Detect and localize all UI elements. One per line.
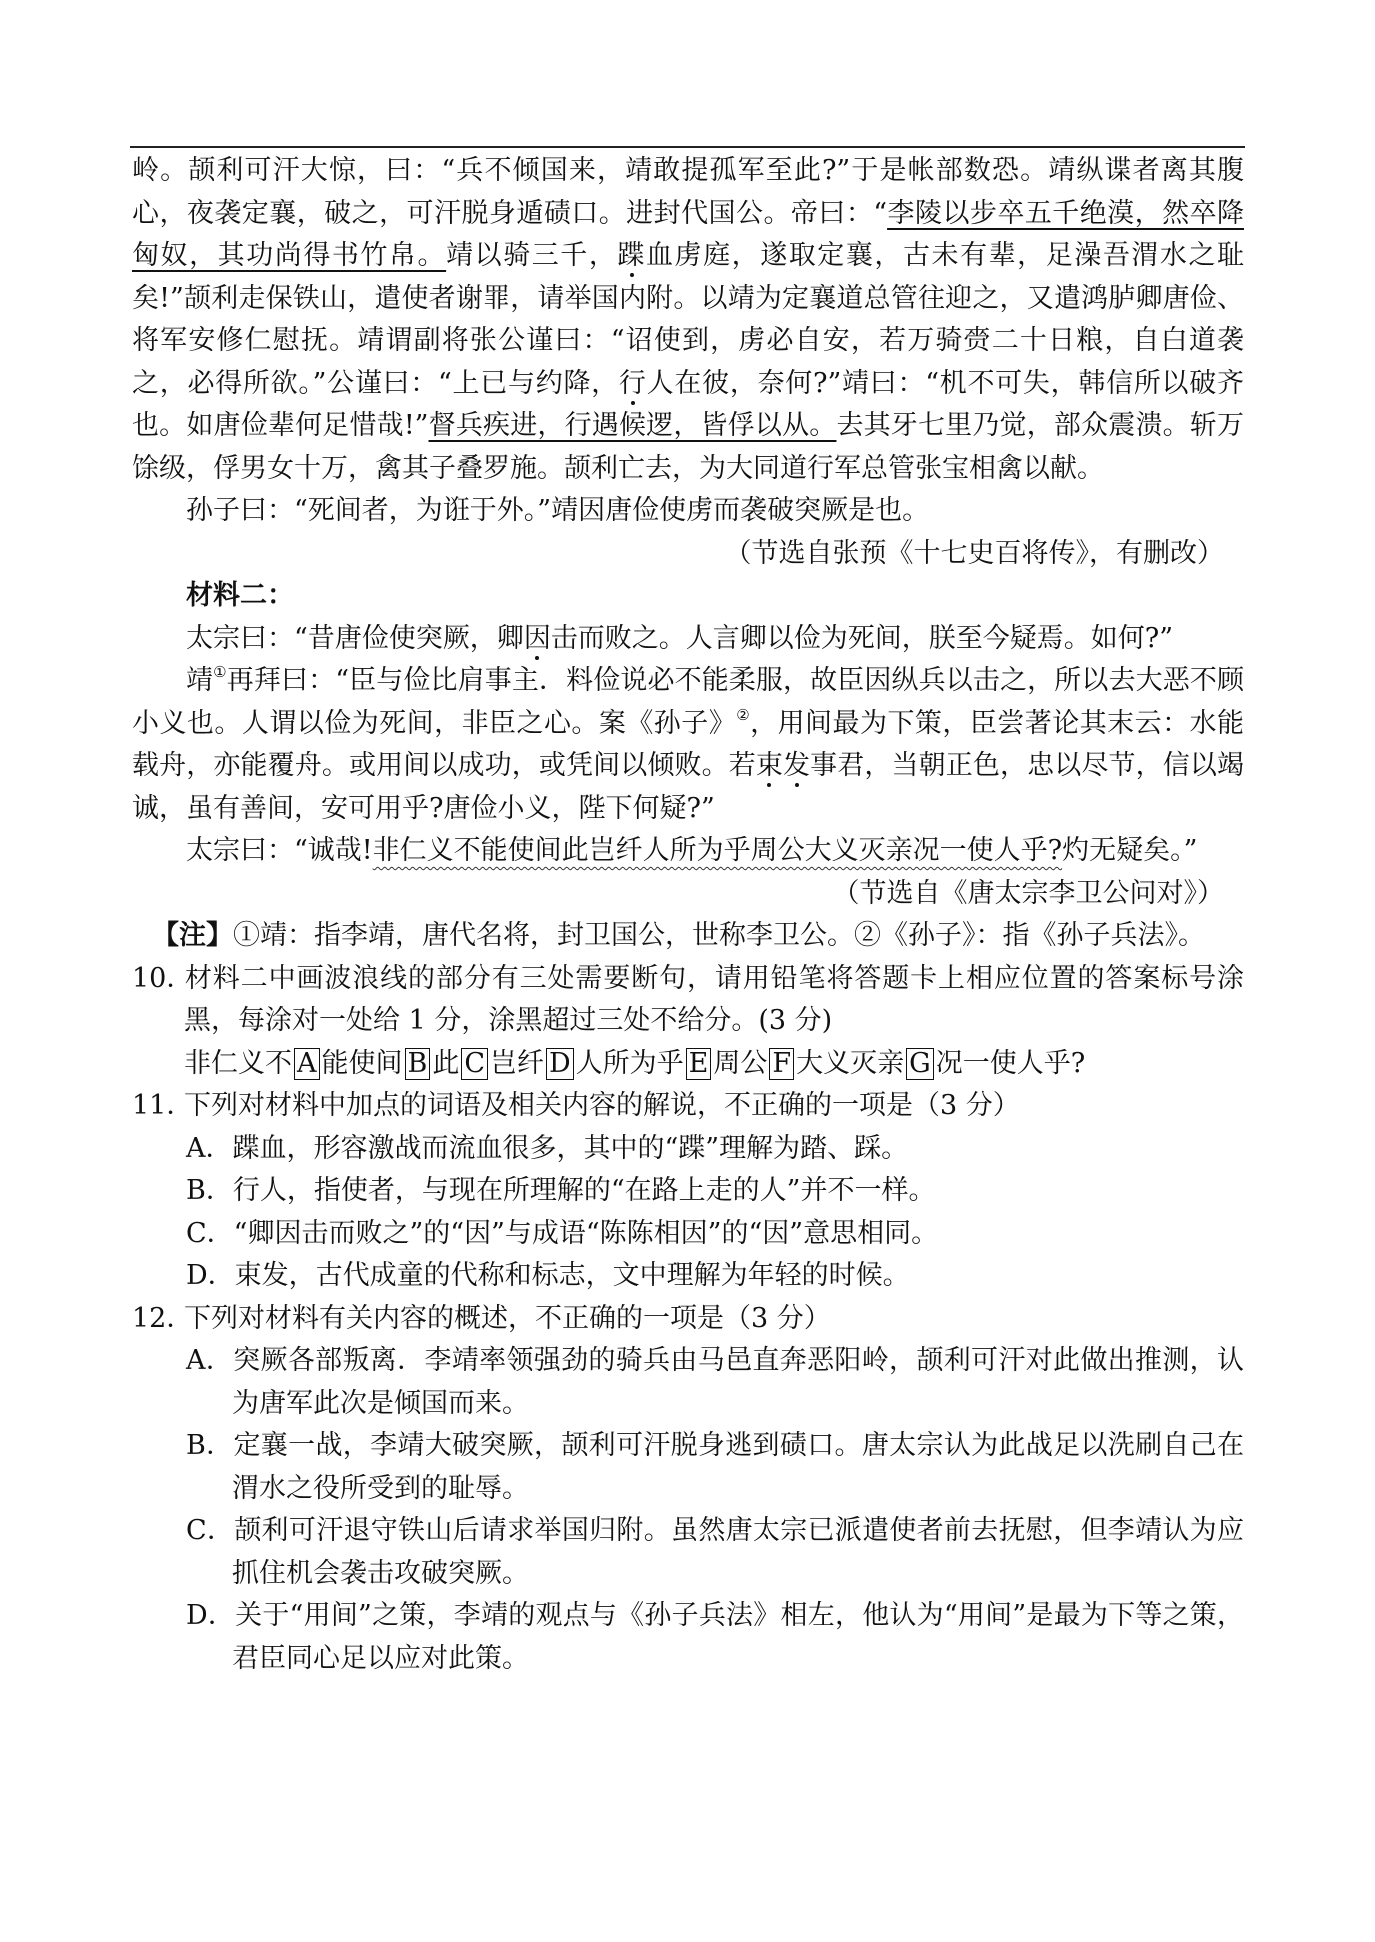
question-text: 材料二中画波浪线的部分有三处需要断句，请用铅笔将答题卡上相应位置的答案标号涂黑，每涂对一处给 1 分，涂黑超过三处不给分。(3 分)	[184, 962, 1244, 1036]
dotted-character: 蹀	[617, 240, 646, 271]
passage-segment: 此	[432, 1047, 460, 1079]
passage-segment: 况一使人乎?	[935, 1047, 1086, 1079]
break-mark-g[interactable]: G	[906, 1048, 934, 1080]
text-run: 事君，当朝正色，忠以尽节，信以竭诚，虽有善间，安可用乎?唐俭小义，陛下何疑?”	[132, 750, 1244, 824]
footnote-marker-1: ①	[213, 663, 227, 681]
text-run: 击而败之。人言卿以俭为死间，朕至今疑焉。如何?”	[550, 622, 1174, 654]
break-mark-f[interactable]: F	[769, 1048, 794, 1080]
wavy-underlined-passage: 非仁义不能使间此岂纤人所为乎周公大义灭亲况一使人乎?	[372, 835, 1063, 866]
question-10-passage	[132, 1043, 1244, 1086]
material2-paragraph-1	[132, 618, 1244, 661]
question-12-option-d[interactable]: D．关于“用间”之策，李靖的观点与《孙子兵法》相左，他认为“用间”是最为下等之策，君臣同心足以应对此策。	[186, 1600, 1244, 1674]
text-run: 太宗曰：“诚哉!	[186, 835, 373, 866]
text-run: 人在彼，奈何?”靖曰：“机不可失，韩信所以破齐也。如唐俭辈何足惜哉!”	[132, 367, 1244, 441]
text-run: ，用间最为下策，臣尝著论其末云：水能载舟，亦能覆舟。或用间以成功，或凭间以倾败。若	[132, 707, 1245, 781]
passage-segment: 人所为乎	[575, 1047, 684, 1079]
footnote	[132, 915, 1244, 958]
question-number: 10．	[132, 962, 194, 994]
break-mark-c[interactable]: C	[461, 1048, 488, 1080]
break-mark-e[interactable]: E	[686, 1048, 712, 1080]
material2-source: （节选自《唐太宗李卫公问对》）	[832, 877, 1224, 909]
underlined-sentence-1: 李陵以步卒五千绝漠，然卒降匈奴，其功尚得书竹帛。	[132, 197, 1245, 271]
material1-source: （节选自张预《十七史百将传》，有删改）	[724, 537, 1224, 569]
question-number: 12．	[132, 1302, 194, 1334]
header-rule	[130, 146, 1245, 148]
question-number: 11．	[132, 1090, 194, 1121]
text-run: 灼无疑矣。”	[1062, 835, 1198, 866]
dotted-character: 束	[755, 750, 783, 781]
question-12-option-c[interactable]: C．颉利可汗退守铁山后请求举国归附。虽然唐太宗已派遣使者前去抚慰，但李靖认为应抓住机会袭击攻破突厥。	[186, 1515, 1244, 1589]
passage-segment: 非仁义不	[184, 1047, 292, 1079]
material1-paragraph-2: 孙子曰：“死间者，为诳于外。”靖因唐俭使虏而袭破突厥是也。	[186, 495, 930, 526]
text-run: 靖以骑三千，	[446, 240, 618, 271]
passage-segment: 大义灭亲	[796, 1047, 905, 1079]
text-run: 去其牙七里乃觉，部众震溃。斩万馀级，俘男女十万，禽其子叠罗施。颉利亡去，为大同道行军总管张宝相禽以献。	[132, 410, 1245, 484]
break-mark-a[interactable]: A	[294, 1048, 320, 1080]
text-run: 太宗曰：“昔唐俭使突厥，卿	[186, 622, 524, 654]
dotted-character: 发	[783, 750, 811, 781]
passage-segment: 能使间	[321, 1047, 403, 1079]
break-mark-b[interactable]: B	[405, 1048, 431, 1080]
question-12-option-b[interactable]: B．定襄一战，李靖大破突厥，颉利可汗脱身逃到碛口。唐太宗认为此战足以洗刷自己在渭水之役所受到的耻辱。	[186, 1430, 1244, 1504]
footnote-text: ①靖：指李靖，唐代名将，封卫国公，世称李卫公。②《孙子》：指《孙子兵法》。	[233, 920, 1205, 951]
material1-paragraph-1	[132, 150, 1244, 490]
question-11	[132, 1085, 1244, 1128]
material2-paragraph-3	[132, 830, 1244, 873]
question-10	[132, 958, 1244, 1043]
question-11-option-c[interactable]: C．“卿因击而败之”的“因”与成语“陈陈相因”的“因”意思相同。	[186, 1217, 939, 1249]
question-11-option-b[interactable]: B．行人，指使者，与现在所理解的“在路上走的人”并不一样。	[186, 1175, 936, 1206]
text-run: 血虏庭，遂取定襄，古未有辈，足澡吾渭水之耻矣!”颉利走保铁山，遣使者谢罪，请举国内附。以靖为定襄道总管往迎之，又遣鸿胪卿唐俭、将军安修仁慰抚。靖谓副将张公谨曰：“诏使到，虏必自安，若万骑赍二十日粮，自白道袭之，必得所欲。”公谨曰：“上已与约降，	[132, 240, 1245, 399]
question-12-option-a[interactable]: A．突厥各部叛离．李靖率领强劲的骑兵由马邑直奔恶阳岭，颉利可汗对此做出推测，认为唐军此次是倾国而来。	[186, 1345, 1244, 1419]
question-11-option-d[interactable]: D．束发，古代成童的代称和标志，文中理解为年轻的时候。	[186, 1260, 910, 1291]
text-run: 再拜曰：“臣与俭比肩事主．料俭说必不能柔服，故臣因纵兵以击之，所以去大恶不顾小义也。人谓以俭为死间，非臣之心。案《孙子》	[132, 665, 1244, 739]
material2-paragraph-2	[132, 660, 1244, 830]
footnote-label: 【注】	[152, 920, 233, 951]
text-run: 靖	[186, 665, 214, 696]
question-text: 下列对材料中加点的词语及相关内容的解说，不正确的一项是（3 分）	[184, 1090, 1020, 1121]
question-12	[132, 1298, 1244, 1341]
passage-segment: 周公	[713, 1047, 768, 1079]
dotted-character: 因	[523, 622, 551, 654]
passage-segment: 岂纤	[490, 1047, 545, 1079]
question-text: 下列对材料有关内容的概述，不正确的一项是（3 分）	[184, 1302, 831, 1334]
material2-heading: 材料二：	[186, 580, 294, 611]
dotted-character: 行	[618, 367, 647, 399]
text-run: 岭。颉利可汗大惊，曰：“兵不倾国来，靖敢提孤军至此?”于是帐部数恐。靖纵谍者离其腹心，夜袭定襄，破之，可汗脱身遁碛口。进封代国公。帝曰：“	[132, 155, 1244, 229]
break-mark-d[interactable]: D	[546, 1048, 574, 1080]
footnote-marker-2: ②	[736, 705, 751, 724]
page-content	[132, 150, 1244, 1680]
underlined-sentence-2: 督兵疾进，行遇候逻，皆俘以从。	[428, 410, 837, 441]
question-11-option-a[interactable]: A．蹀血，形容激战而流血很多，其中的“蹀”理解为踏、踩。	[186, 1132, 909, 1164]
